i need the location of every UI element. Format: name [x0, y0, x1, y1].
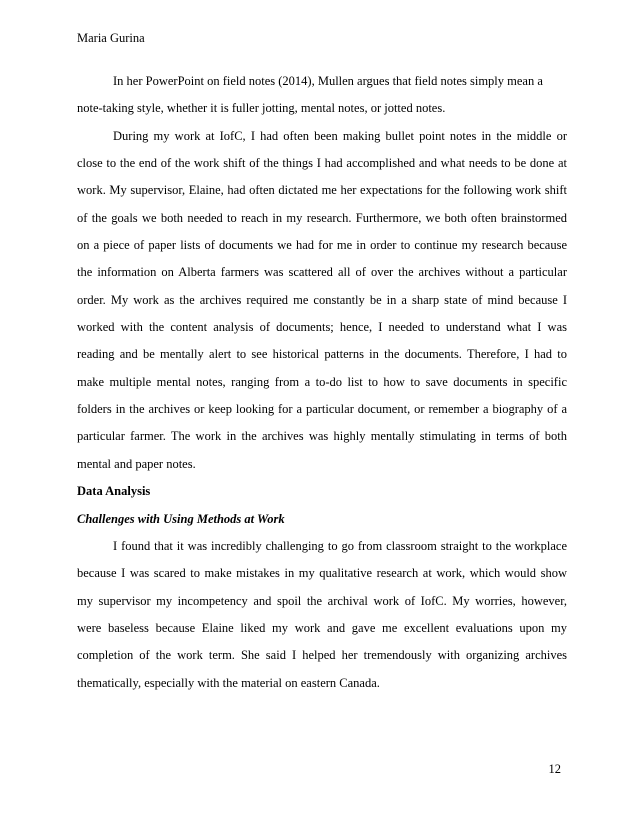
- paragraph-line: note-taking style, whether it is fuller jotting, mental notes, or jotted notes.: [77, 101, 446, 116]
- paragraph-line: particular farmer. The work in the archives was highly mentally stimulating in terms of both: [77, 429, 567, 444]
- paragraph-line: mental and paper notes.: [77, 456, 196, 471]
- paragraph-line: order. My work as the archives required me constantly be in a sharp state of mind because I: [77, 292, 567, 307]
- paragraph-line: because I was scared to make mistakes in my qualitative research at work, which would show: [77, 566, 567, 581]
- paragraph-line: I found that it was incredibly challenging to go from classroom straight to the workplace: [113, 538, 567, 553]
- subsection-heading: Challenges with Using Methods at Work: [77, 511, 285, 526]
- paragraph-line: on a piece of paper lists of documents we had for me in order to continue my research because: [77, 238, 567, 253]
- paragraph-line: folders in the archives or keep looking for a particular document, or remember a biography of a: [77, 402, 567, 417]
- body-text: [77, 72, 567, 701]
- paragraph-line: close to the end of the work shift of the things I had accomplished and what needs to be done at: [77, 156, 567, 171]
- paragraph-line: work. My supervisor, Elaine, had often dictated me her expectations for the following work shift: [77, 183, 567, 198]
- paragraph-line: make multiple mental notes, ranging from a to-do list to how to save documents in specific: [77, 374, 567, 389]
- paragraph-line: the information on Alberta farmers was scattered all of over the archives without a particular: [77, 265, 567, 280]
- paragraph-line: During my work at IofC, I had often been making bullet point notes in the middle or: [113, 128, 567, 143]
- running-header-author: Maria Gurina: [77, 31, 145, 45]
- paragraph-line: thematically, especially with the material on eastern Canada.: [77, 675, 380, 690]
- paragraph-line: reading and be mentally alert to see historical patterns in the documents. Therefore, I had to: [77, 347, 567, 362]
- page-number: 12: [548, 762, 561, 776]
- paragraph-line: worked with the content analysis of documents; hence, I needed to understand what I was: [77, 320, 567, 335]
- paragraph-line: of the goals we both needed to reach in my research. Furthermore, we both often brainstormed: [77, 210, 567, 225]
- section-heading: Data Analysis: [77, 484, 151, 499]
- paragraph-line: completion of the work term. She said I helped her tremendously with organizing archives: [77, 648, 567, 663]
- paragraph-line: In her PowerPoint on field notes (2014), Mullen argues that field notes simply mean a: [113, 74, 543, 88]
- paragraph-line: my supervisor my incompetency and spoil the archival work of IofC. My worries, however,: [77, 593, 567, 608]
- paragraph-line: were baseless because Elaine liked my work and gave me excellent evaluations upon my: [77, 620, 567, 635]
